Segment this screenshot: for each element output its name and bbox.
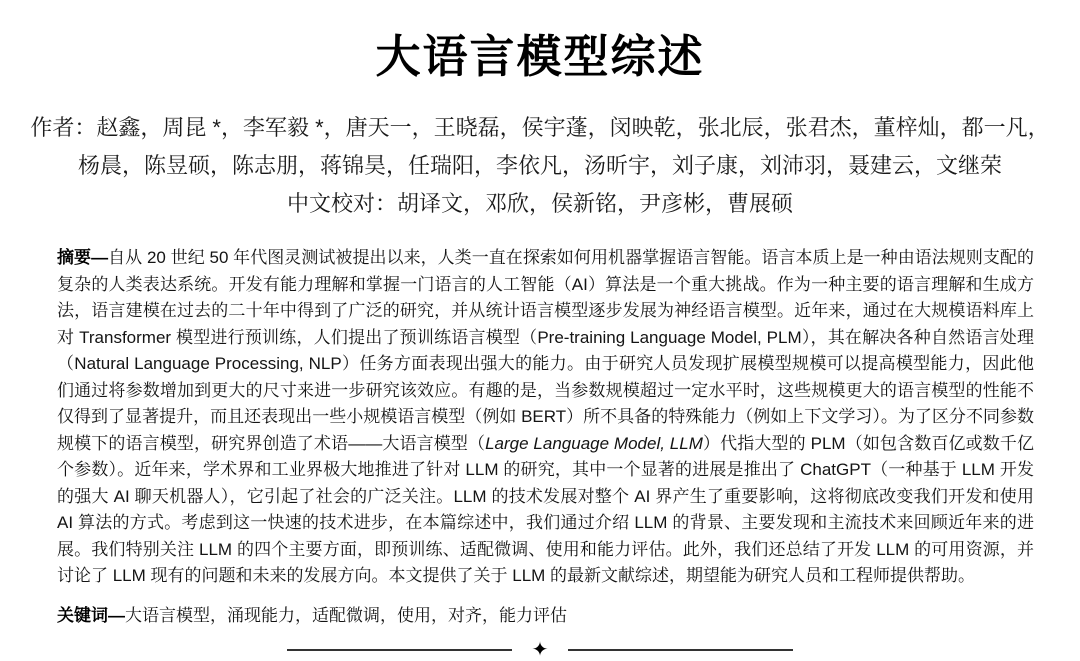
keywords-label: 关键词— — [57, 605, 125, 625]
author-block — [0, 109, 1080, 223]
keywords-text: 大语言模型，涌现能力，适配微调，使用，对齐，能力评估 — [125, 605, 567, 625]
keywords-line — [57, 604, 1034, 628]
abstract-label: 摘要— — [57, 248, 109, 267]
section-divider — [0, 640, 1080, 660]
abstract-italic-term: Large Language Model, LLM — [485, 433, 703, 453]
divider-right-rule — [568, 649, 793, 651]
divider-left-rule — [287, 649, 512, 651]
author-line-2: 杨晨，陈昱硕，陈志朋，蒋锦昊，任瑞阳，李依凡，汤昕宇，刘子康，刘沛羽，聂建云，文继荣 — [77, 153, 1002, 178]
proofreaders-line: 中文校对：胡译文，邓欣，侯新铭，尹彦彬，曹展硕 — [286, 191, 793, 216]
abstract-paragraph — [57, 245, 1034, 590]
abstract-text-part1: 自从 20 世纪 50 年代图灵测试被提出以来，人类一直在探索如何用机器掌握语言智能。语言本质上是一种由语法规则支配的复杂的人类表达系统。开发有能力理解和掌握一门语言的人工智能（AI）算法是一个重大挑战。作为一种主要的语言理解和生成方法，语言建模在过去的二十年中得到了广泛的研究，并从统计语言模型逐步发展为神经语言模型。近年来，通过在大规模语料库上对 Transformer 模型进行预训练，人们提出了预训练语言模型（Pre-training Language Model, PLM），其在解决各种自然语言处理（Natural Language Processing, NLP）任务方面表现出强大的能力。由于研究人员发现扩展模型规模可以提高模型能力，因此他们通过将参数增加到更大的尺寸来进一步研究该效应。有趣的是，当参数规模超过一定水平时，这些规模更大的语言模型的性能不仅得到了显著提升，而且还表现出一些小规模语言模型（例如 BERT）所不具备的特殊能力（例如上下文学习）。为了区分不同参数规模下的语言模型，研究界创造了术语——大语言模型（ — [57, 248, 1035, 453]
diamond-icon: ✦ — [531, 638, 549, 661]
author-line-1: 作者：赵鑫，周昆 *，李军毅 *，唐天一，王晓磊，侯宇蓬，闵映乾，张北辰，张君杰，董梓灿，都一凡， — [30, 115, 1050, 140]
abstract-text-part2: ）代指大型的 PLM（如包含数百亿或数千亿个参数）。近年来，学术界和工业界极大地推进了针对 LLM 的研究，其中一个显著的进展是推出了 ChatGPT（一种基于 LLM 开发的强大 AI 聊天机器人），它引起了社会的广泛关注。LLM 的技术发展对整个 AI 界产生了重要影响，这将彻底改变我们开发和使用 AI 算法的方式。考虑到这一快速的技术进步，在本篇综述中，我们通过介绍 LLM 的背景、主要发现和主流技术来回顾近年来的进展。我们特别关注 LLM 的四个主要方面，即预训练、适配微调、使用和能力评估。此外，我们还总结了开发 LLM 的可用资源，并讨论了 LLM 现有的问题和未来的发展方向。本文提供了关于 LLM 的最新文献综述，期望能为研究人员和工程师提供帮助。 — [57, 433, 1034, 585]
paper-title: 大语言模型综述 — [375, 31, 705, 82]
